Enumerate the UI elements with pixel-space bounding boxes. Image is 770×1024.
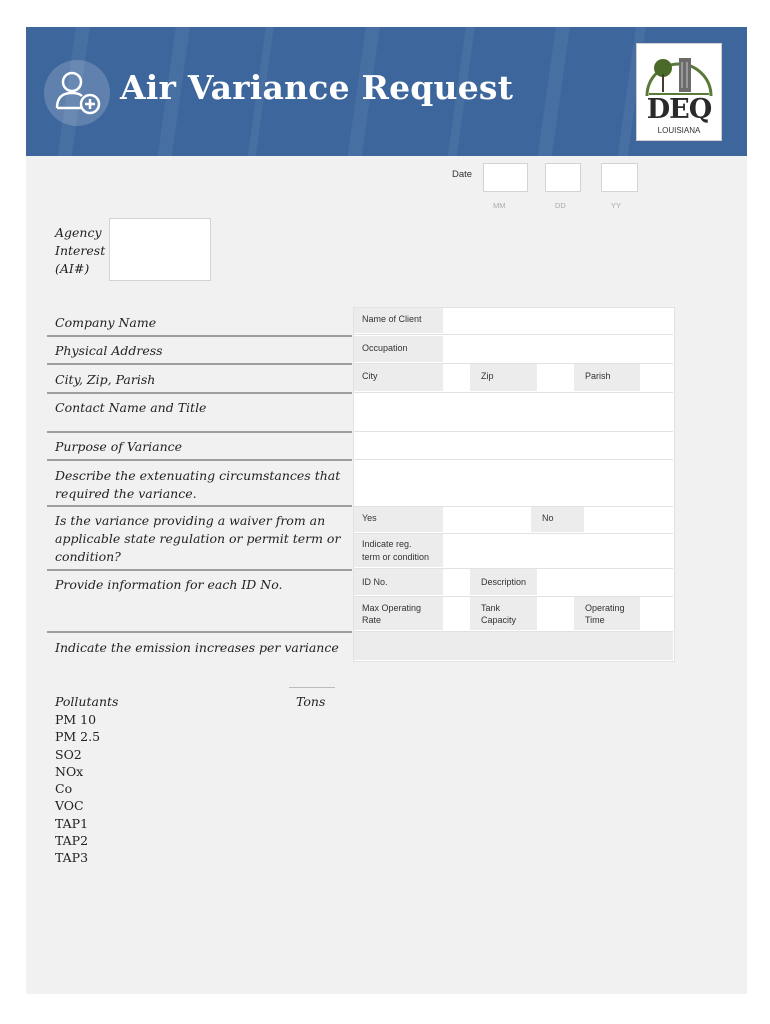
company-name-label: Company Name [55, 315, 157, 330]
agency-interest-label-3: (AI#) [55, 261, 90, 276]
pollutant-item: PM 2.5 [55, 729, 101, 744]
grid-line [354, 431, 673, 432]
city-input[interactable] [443, 364, 470, 391]
tons-header: Tons [296, 694, 326, 709]
date-year-input[interactable] [601, 163, 638, 192]
physical-address-label: Physical Address [55, 343, 163, 358]
date-day-input[interactable] [545, 163, 581, 192]
extenuating-input[interactable] [354, 460, 673, 505]
pollutant-item: NOx [55, 764, 84, 779]
agency-interest-label-1: Agency [55, 225, 102, 240]
parish-label: Parish [585, 371, 611, 381]
date-label: Date [452, 169, 473, 180]
zip-label: Zip [481, 371, 494, 381]
no-input[interactable] [584, 507, 673, 532]
grid-line [354, 334, 673, 335]
indicate-reg-input[interactable] [443, 534, 673, 567]
divider [47, 505, 352, 507]
date-month-input[interactable] [483, 163, 528, 192]
yes-label: Yes [362, 513, 377, 523]
name-of-client-label: Name of Client [362, 314, 422, 324]
occupation-label: Occupation [362, 343, 408, 353]
max-rate-label-1: Max Operating [362, 603, 422, 613]
op-time-label-1: Operating [585, 603, 625, 613]
pollutant-item: TAP3 [55, 850, 89, 865]
contact-name-label: Contact Name and Title [55, 400, 207, 415]
occupation-input[interactable] [443, 336, 673, 362]
extenuating-label-2: required the variance. [55, 486, 197, 501]
divider [47, 392, 352, 394]
tank-label-2: Capacity [481, 615, 517, 625]
max-rate-label-2: Rate [362, 615, 382, 625]
name-of-client-input[interactable] [443, 308, 673, 333]
date-day-hint: DD [555, 201, 566, 210]
grid-line [354, 631, 673, 632]
no-label: No [542, 513, 554, 523]
divider [47, 363, 352, 365]
agency-interest-label-2: Interest [55, 243, 106, 258]
indicate-reg-label-1: Indicate reg. [362, 539, 412, 549]
waiver-label-2: applicable state regulation or permit term or [55, 531, 341, 546]
date-year-hint: YY [611, 201, 622, 210]
grid-line [354, 506, 673, 507]
pollutant-item: VOC [55, 798, 84, 813]
operating-time-input[interactable] [640, 597, 673, 630]
emission-label: Indicate the emission increases per variance [55, 640, 339, 655]
waiver-label-1: Is the variance providing a waiver from an [55, 513, 326, 528]
description-input[interactable] [537, 569, 673, 595]
deq-logo [636, 43, 722, 141]
corner-fold [719, 33, 747, 61]
id-no-input[interactable] [443, 569, 470, 595]
yes-input[interactable] [443, 507, 531, 532]
grid-line [354, 459, 673, 460]
divider [47, 459, 352, 461]
max-rate-input[interactable] [443, 597, 470, 630]
grid-line [354, 363, 673, 364]
agency-interest-input[interactable] [109, 218, 211, 281]
pollutant-item: SO2 [55, 747, 82, 762]
contact-name-input[interactable] [354, 393, 673, 430]
logo-subtext: LOUISIANA [657, 126, 701, 135]
tank-label-1: Tank [481, 603, 501, 613]
pollutant-item: TAP2 [55, 833, 89, 848]
zip-input[interactable] [537, 364, 574, 391]
divider [47, 569, 352, 571]
logo-text: DEQ [646, 94, 712, 125]
grid-line [354, 596, 673, 597]
divider [47, 631, 352, 633]
id-no-label: ID No. [362, 577, 388, 587]
indicate-reg-label-2: term or condition [362, 552, 430, 562]
pollutants-header: Pollutants [55, 694, 119, 709]
pollutant-item: PM 10 [55, 712, 97, 727]
page-title: Air Variance Request [120, 68, 514, 107]
parish-input[interactable] [640, 364, 673, 391]
id-info-label: Provide information for each ID No. [55, 577, 283, 592]
divider [47, 335, 352, 337]
pollutant-item: Co [55, 781, 73, 796]
purpose-label: Purpose of Variance [55, 439, 183, 454]
city-zip-parish-label: City, Zip, Parish [55, 372, 156, 387]
pollutant-item: TAP1 [55, 816, 89, 831]
grid-line [354, 392, 673, 393]
divider [47, 431, 352, 433]
tons-underline [289, 687, 335, 688]
purpose-input[interactable] [354, 432, 673, 458]
grid-line [354, 533, 673, 534]
date-month-hint: MM [493, 201, 506, 210]
emission-cell[interactable] [354, 632, 673, 660]
city-label: City [362, 371, 378, 381]
description-label: Description [481, 577, 527, 587]
waiver-label-3: condition? [55, 549, 121, 564]
no-cell [531, 507, 584, 532]
op-time-label-2: Time [585, 615, 605, 625]
grid-line [354, 568, 673, 569]
extenuating-label-1: Describe the extenuating circumstances that [55, 468, 341, 483]
tank-capacity-input[interactable] [537, 597, 574, 630]
add-user-icon [44, 60, 110, 126]
